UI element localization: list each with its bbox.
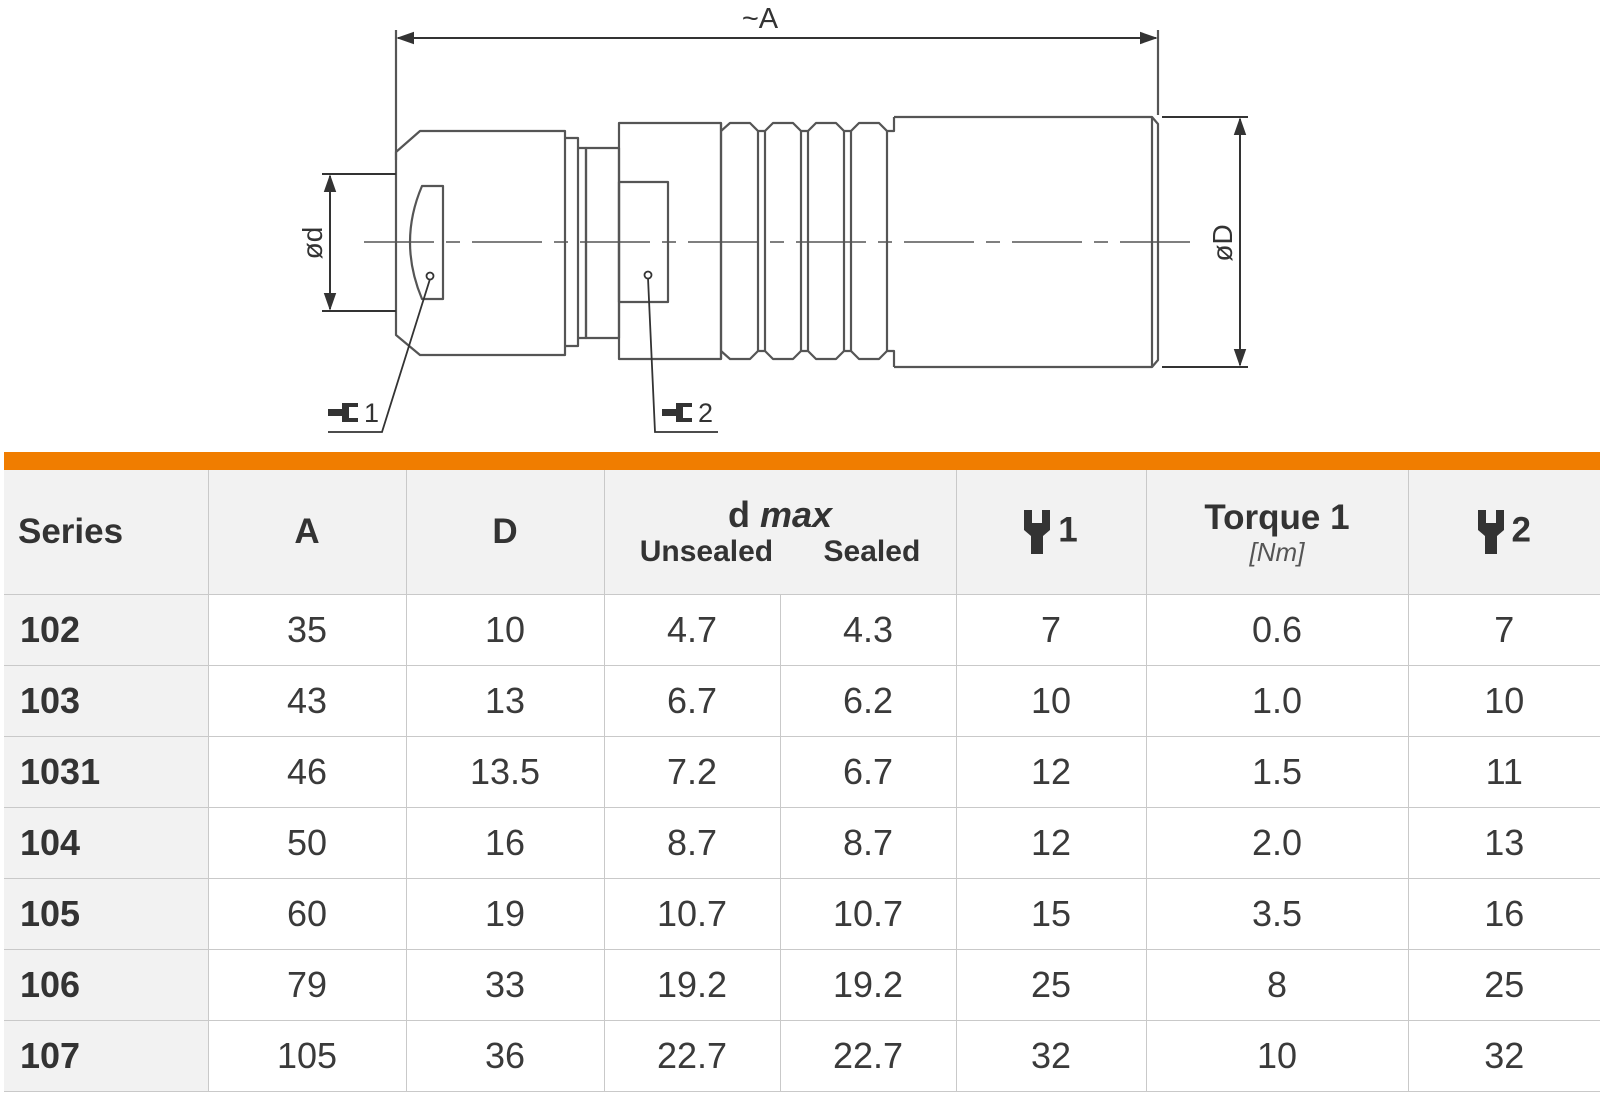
cell-series: 107 [4, 1021, 208, 1092]
table-row [4, 879, 1600, 950]
cell-torque: 10 [1146, 1021, 1408, 1092]
header-a: A [208, 470, 406, 595]
cell-d: 13 [406, 666, 604, 737]
cell-a: 60 [208, 879, 406, 950]
cell-series: 104 [4, 808, 208, 879]
header-series: Series [4, 470, 208, 595]
cell-d: 13.5 [406, 737, 604, 808]
dimension-a-label: ~A [741, 3, 779, 35]
header-dmax-prefix: d [727, 494, 750, 535]
cell-torque: 8 [1146, 950, 1408, 1021]
cell-wrench2: 13 [1408, 808, 1600, 879]
cell-wrench1: 15 [956, 879, 1146, 950]
dimension-outer-d-label: øD [1207, 224, 1238, 262]
leader-1-point [427, 273, 434, 280]
header-sealed: Sealed [823, 535, 921, 568]
cell-torque: 1.0 [1146, 666, 1408, 737]
grooves-top [721, 117, 894, 131]
cell-wrench2: 11 [1408, 737, 1600, 808]
header-torque-unit: [Nm] [1249, 537, 1305, 567]
cell-wrench2: 32 [1408, 1021, 1600, 1092]
middle-nut-outline [619, 123, 721, 359]
cell-sealed: 4.3 [780, 595, 956, 666]
table-row [4, 666, 1600, 737]
front-nut-outline [396, 131, 565, 355]
wrench-2-number: 2 [698, 398, 714, 428]
cell-unsealed: 8.7 [604, 808, 780, 879]
cell-sealed: 6.7 [780, 737, 956, 808]
cell-unsealed: 22.7 [604, 1021, 780, 1092]
header-torque-label: Torque 1 [1204, 498, 1350, 537]
header-dmax [604, 470, 956, 595]
table-row [4, 595, 1600, 666]
cell-torque: 1.5 [1146, 737, 1408, 808]
cell-series: 106 [4, 950, 208, 1021]
header-dmax-title [605, 495, 956, 535]
cell-sealed: 8.7 [780, 808, 956, 879]
table-row [4, 808, 1600, 879]
cell-wrench1: 12 [956, 808, 1146, 879]
neck-step [578, 148, 586, 338]
cell-wrench1: 10 [956, 666, 1146, 737]
cell-torque: 0.6 [1146, 595, 1408, 666]
cell-series: 103 [4, 666, 208, 737]
wrench-1-number: 1 [364, 398, 380, 428]
cell-unsealed: 4.7 [604, 595, 780, 666]
header-torque [1146, 470, 1408, 595]
connector-drawing-svg [0, 0, 1600, 445]
cell-wrench2: 16 [1408, 879, 1600, 950]
cell-d: 36 [406, 1021, 604, 1092]
header-wrench-2-number: 2 [1511, 510, 1531, 550]
header-unsealed: Unsealed [639, 535, 774, 568]
cell-unsealed: 10.7 [604, 879, 780, 950]
technical-drawing [0, 0, 1600, 445]
cell-wrench2: 7 [1408, 595, 1600, 666]
cell-a: 105 [208, 1021, 406, 1092]
wrench-2-symbol-icon [662, 403, 692, 422]
leader-2-point [645, 272, 652, 279]
cell-series: 1031 [4, 737, 208, 808]
cell-sealed: 22.7 [780, 1021, 956, 1092]
cell-wrench2: 25 [1408, 950, 1600, 1021]
cell-d: 19 [406, 879, 604, 950]
cell-wrench1: 25 [956, 950, 1146, 1021]
cell-d: 10 [406, 595, 604, 666]
header-wrench-1 [956, 470, 1146, 595]
table-header-row [4, 470, 1600, 595]
wrench-icon [1478, 510, 1504, 554]
cell-sealed: 10.7 [780, 879, 956, 950]
cell-unsealed: 6.7 [604, 666, 780, 737]
cell-series: 102 [4, 595, 208, 666]
cell-a: 46 [208, 737, 406, 808]
table-row [4, 950, 1600, 1021]
header-wrench-1-number: 1 [1058, 510, 1078, 550]
cell-d: 16 [406, 808, 604, 879]
table-row [4, 737, 1600, 808]
cell-torque: 2.0 [1146, 808, 1408, 879]
cell-unsealed: 7.2 [604, 737, 780, 808]
cell-series: 105 [4, 879, 208, 950]
wrench-1-symbol-icon [328, 403, 358, 422]
neck-body [586, 148, 619, 338]
cell-wrench1: 32 [956, 1021, 1146, 1092]
cell-a: 43 [208, 666, 406, 737]
grooves-bottom [721, 351, 894, 367]
header-d: D [406, 470, 604, 595]
wrench-icon [1024, 510, 1050, 554]
cell-sealed: 6.2 [780, 666, 956, 737]
accent-bar [4, 452, 1600, 470]
dimension-d-label: ød [297, 226, 328, 260]
header-dmax-italic: max [759, 494, 833, 535]
cell-wrench1: 7 [956, 595, 1146, 666]
cell-unsealed: 19.2 [604, 950, 780, 1021]
header-wrench-2 [1408, 470, 1600, 595]
cell-a: 50 [208, 808, 406, 879]
cell-wrench1: 12 [956, 737, 1146, 808]
cell-wrench2: 10 [1408, 666, 1600, 737]
specification-table [4, 470, 1600, 1092]
cell-sealed: 19.2 [780, 950, 956, 1021]
cell-torque: 3.5 [1146, 879, 1408, 950]
table-row [4, 1021, 1600, 1092]
cell-a: 35 [208, 595, 406, 666]
cell-d: 33 [406, 950, 604, 1021]
cell-a: 79 [208, 950, 406, 1021]
